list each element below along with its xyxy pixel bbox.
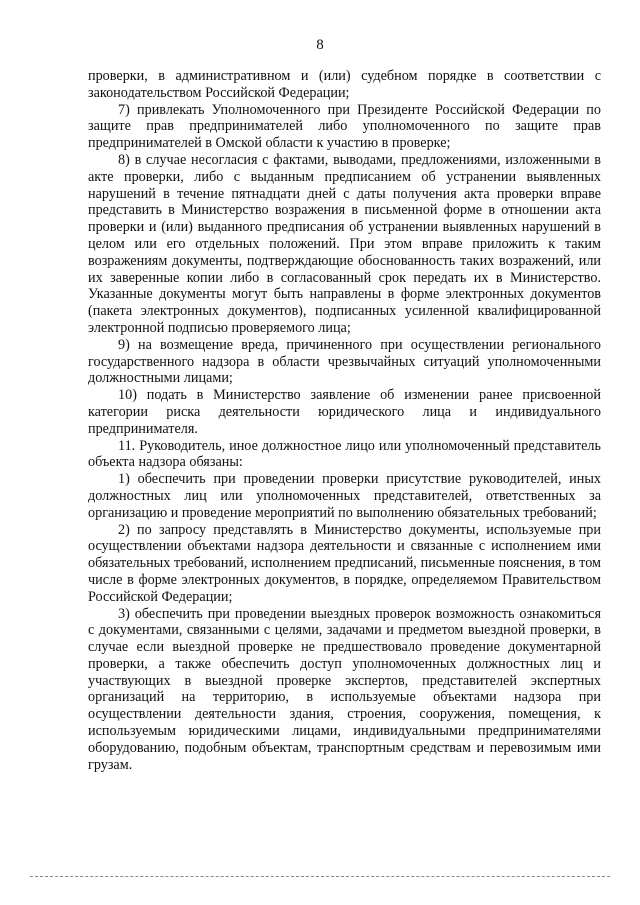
document-body bbox=[88, 68, 601, 773]
paragraph-continuation: проверки, в административном и (или) судебном порядке в соответствии с законодательством Российской Федерации; bbox=[88, 68, 601, 101]
paragraph-obligation-1: 1) обеспечить при проведении проверки присутствие руководителей, иных должностных лиц или уполномоченных представителей, ответственных за организацию и проведение мероприятий по выполнению обязательных требований; bbox=[88, 471, 601, 521]
paragraph-item-8: 8) в случае несогласия с фактами, выводами, предложениями, изложенными в акте проверки, либо с выданным предписанием об устранении выявленных нарушений в течение пятнадцати дней с даты получения акта проверки вправе представить в Министерство возражения в письменной форме в отношении акта проверки и (или) выданного предписания об устранении выявленных нарушений в целом или его отдельных положений. При этом вправе приложить к таким возражениям документы, подтверждающие обоснованность таких возражений, или их заверенные копии либо в согласованный срок передать их в Министерство. Указанные документы могут быть направлены в форме электронных документов (пакета электронных документов), подписанных усиленной квалифицированной электронной подписью проверяемого лица; bbox=[88, 151, 601, 336]
paragraph-item-9: 9) на возмещение вреда, причиненного при осуществлении регионального государственного надзора в области чрезвычайных ситуаций уполномоченными должностными лицами; bbox=[88, 336, 601, 387]
footer-divider bbox=[30, 876, 610, 877]
paragraph-obligation-2: 2) по запросу представлять в Министерство документы, используемые при осуществлении объектами надзора деятельности и связанные с исполнением ими обязательных требований, исполнением предписаний, письменные пояснения, в том числе в форме электронных документов, в порядке, определяемом Правительством Российской Федерации; bbox=[88, 521, 601, 605]
paragraph-section-11: 11. Руководитель, иное должностное лицо или уполномоченный представитель объекта надзора обязаны: bbox=[88, 437, 601, 471]
paragraph-obligation-3: 3) обеспечить при проведении выездных проверок возможность ознакомиться с документами, связанными с целями, задачами и предметом выездной проверки, в случае если выездной проверке не предшествовало проведение документарной проверки, а также обеспечить доступ уполномоченных должностных лиц и участвующих в выездной проверке экспертов, представителей экспертных организаций на территорию, в используемые объектами надзора при осуществлении деятельности здания, строения, сооружения, помещения, к используемым юридическими лицами, индивидуальными предпринимателями оборудованию, подобным объектам, транспортным средствам и перевозимым ими грузам. bbox=[88, 605, 601, 773]
paragraph-item-10: 10) подать в Министерство заявление об изменении ранее присвоенной категории риска деятельности юридического лица и индивидуального предпринимателя. bbox=[88, 387, 601, 437]
page-number: 8 bbox=[316, 37, 324, 53]
paragraph-item-7: 7) привлекать Уполномоченного при Президенте Российской Федерации по защите прав предпринимателей либо уполномоченного по защите прав предпринимателей в Омской области к участию в проверке; bbox=[88, 101, 601, 152]
